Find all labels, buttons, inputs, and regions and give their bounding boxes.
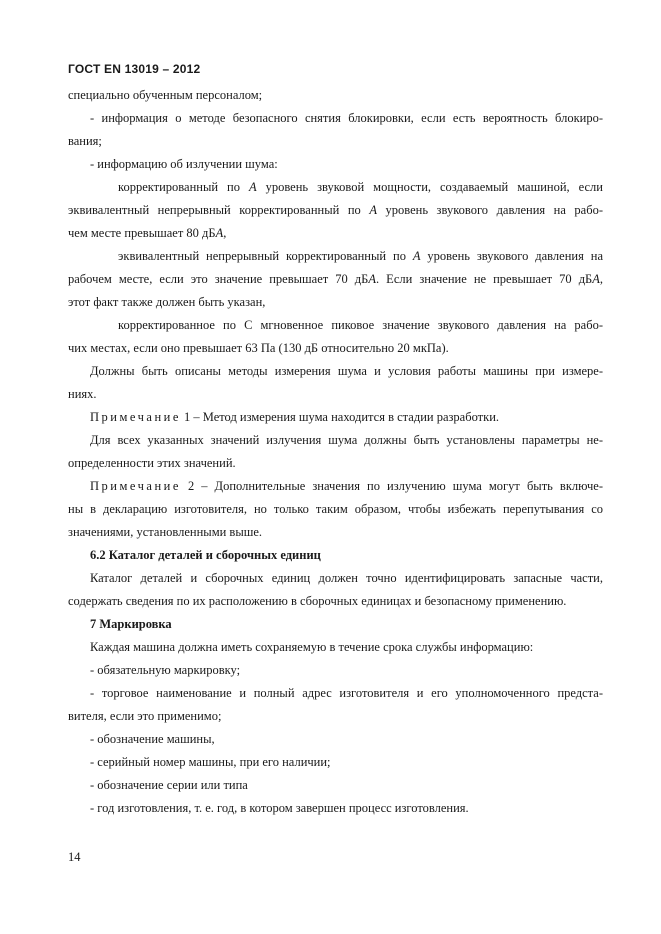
text-line: Для всех указанных значений излучения шума должны быть установлены параметры не- — [90, 433, 603, 447]
section-heading: 7 Маркировка — [90, 617, 172, 631]
text-line: определенности этих значений. — [68, 456, 236, 470]
text-line: значениями, установленными выше. — [68, 525, 263, 539]
text-line: специально обученным персоналом; — [68, 88, 263, 102]
text-line: корректированное по С мгновенное пиковое значение звукового давления на рабо- — [118, 318, 603, 332]
text-line: Должны быть описаны методы измерения шума и условия работы машины при измере- — [90, 364, 603, 378]
text-line: чих местах, если оно превышает 63 Па (130 дБ относительно 20 мкПа). — [68, 341, 449, 355]
list-item: - обозначение серии или типа — [90, 778, 248, 792]
text-line: содержать сведения по их расположению в сборочных единицах и безопасному применению. — [68, 594, 567, 608]
note-line: Примечание 1 – Метод измерения шума находится в стадии разработки. — [90, 410, 500, 424]
text-line: корректированный по A уровень звуковой мощности, создаваемый машиной, если — [118, 180, 603, 194]
list-item: - информация о методе безопасного снятия блокировки, если есть вероятность блокиро- — [90, 111, 603, 125]
text-line: вителя, если это применимо; — [68, 709, 222, 723]
text-line: чем месте превышает 80 дБA, — [68, 226, 227, 240]
text-line: рабочем месте, если это значение превышает 70 дБA. Если значение не превышает 70 дБA, — [68, 272, 603, 286]
list-item: - обозначение машины, — [90, 732, 215, 746]
list-item: - серийный номер машины, при его наличии; — [90, 755, 331, 769]
list-item: - год изготовления, т. е. год, в котором завершен процесс изготовления. — [90, 801, 469, 815]
text-line: ны в декларацию изготовителя, но только таким образом, чтобы избежать перепутывания со — [68, 502, 603, 516]
text-line: Каталог деталей и сборочных единиц должен точно идентифицировать запасные части, — [90, 571, 603, 585]
page-number: 14 — [68, 850, 81, 864]
text-line: ниях. — [68, 387, 97, 401]
document-code-header: ГОСТ EN 13019 – 2012 — [68, 62, 201, 76]
text-line: этот факт также должен быть указан, — [68, 295, 266, 309]
text-line: эквивалентный непрерывный корректированный по A уровень звукового давления на рабо- — [68, 203, 603, 217]
section-heading: 6.2 Каталог деталей и сборочных единиц — [90, 548, 321, 562]
note-line: Примечание 2 – Дополнительные значения по излучению шума могут быть включе- — [90, 479, 603, 493]
list-item: - торговое наименование и полный адрес изготовителя и его уполномоченного предста- — [90, 686, 603, 700]
list-item: - обязательную маркировку; — [90, 663, 241, 677]
list-item: - информацию об излучении шума: — [90, 157, 278, 171]
text-line: эквивалентный непрерывный корректированный по A уровень звукового давления на — [118, 249, 603, 263]
document-body — [68, 84, 603, 820]
text-line: вания; — [68, 134, 102, 148]
text-line: Каждая машина должна иметь сохраняемую в течение срока службы информацию: — [90, 640, 534, 654]
